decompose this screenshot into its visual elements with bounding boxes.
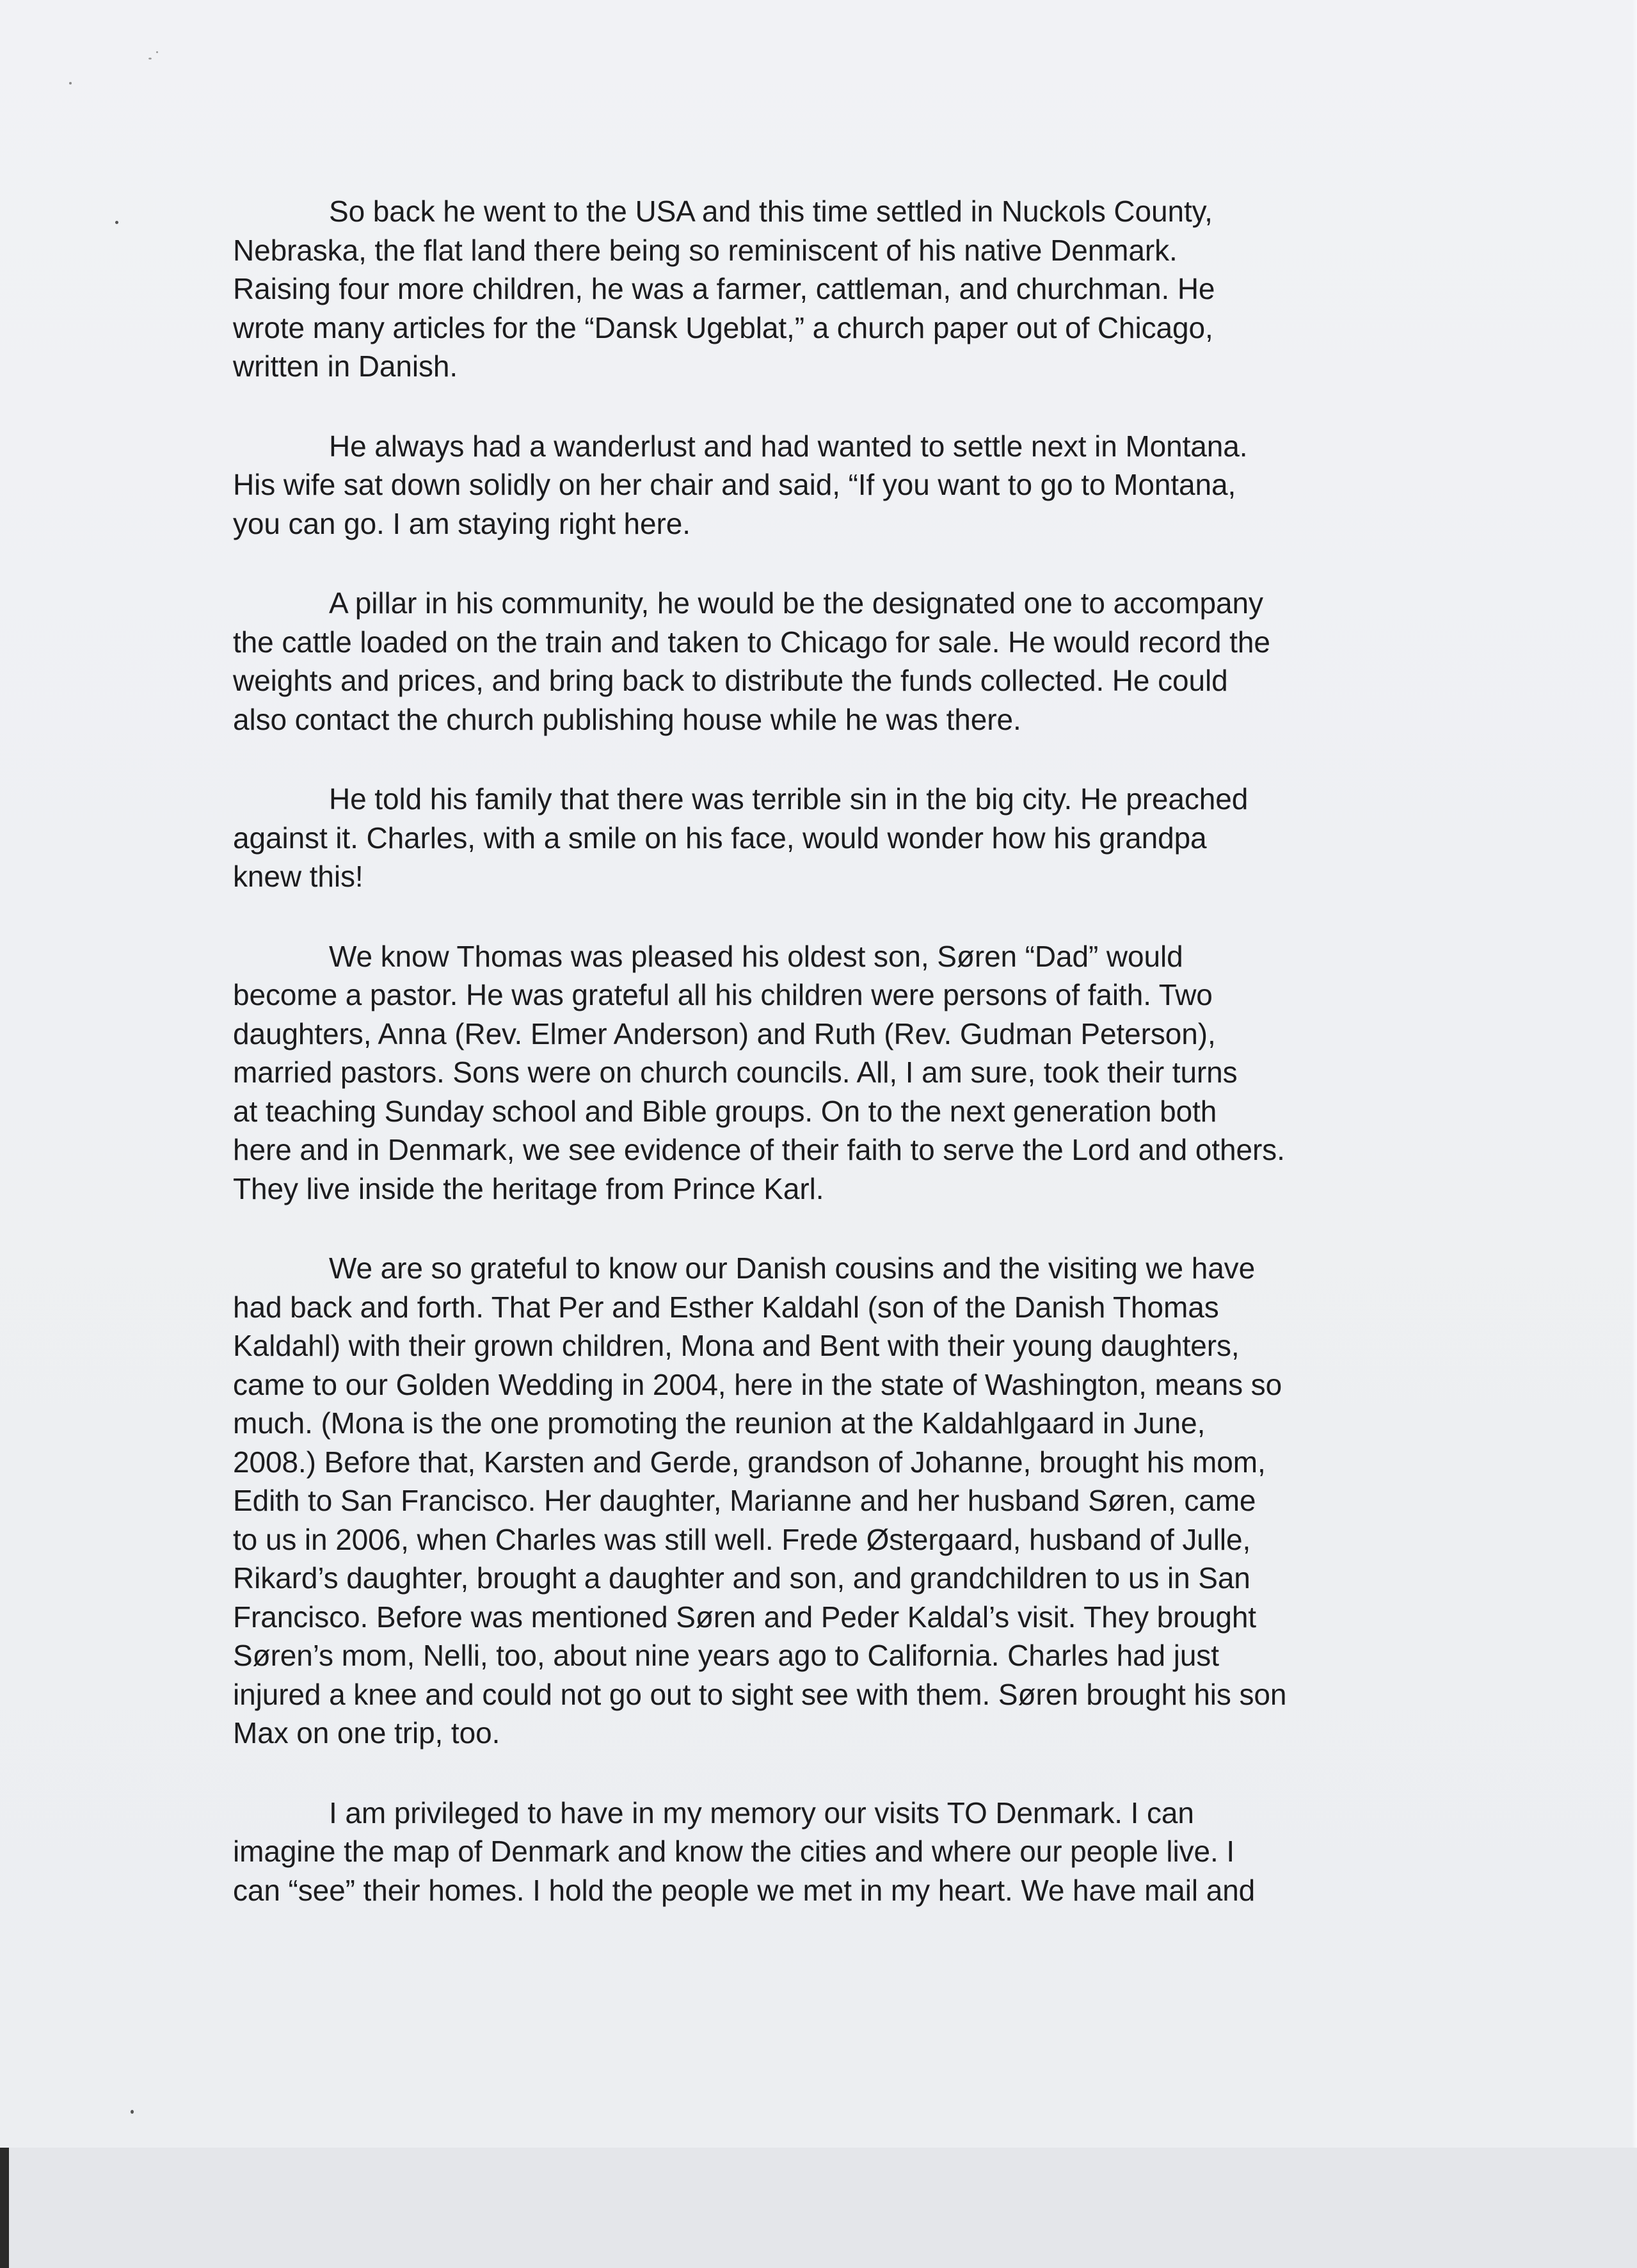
scanner-bed-edge xyxy=(0,2148,9,2268)
scan-speck xyxy=(131,2110,134,2114)
scan-speck xyxy=(148,58,152,60)
scan-edge xyxy=(1632,0,1637,2148)
paragraph-text: I am privileged to have in my memory our visits TO Denmark. I can imagine the map of Denmark and know the cities and where our people live. I can “see” their homes. I hold the people we met in my heart. We have mail and xyxy=(233,1796,1256,1907)
paragraph xyxy=(233,1249,1436,1753)
paragraph xyxy=(233,584,1436,739)
paragraph xyxy=(233,192,1436,386)
scanner-bed-strip xyxy=(0,2148,1637,2268)
paragraph-text: He always had a wanderlust and had wanted to settle next in Montana. His wife sat down solidly on her chair and said, “If you want to go to Montana, you can go. I am staying right here. xyxy=(233,429,1248,540)
scan-speck xyxy=(69,82,72,84)
paragraph-text: We are so grateful to know our Danish cousins and the visiting we have had back and forth. That Per and Esther Kaldahl (son of the Danish Thomas Kaldahl) with their grown children, Mona and Bent with their young daughters, came to our Golden Wedding in 2004, here in the state of Washington, means so much. (Mona is the one promoting the reunion at the Kaldahlgaard in June, 2008.) Before that, Karsten and Gerde, grandson of Johanne, brought his mom, Edith to San Francisco. Her daughter, Marianne and her husband Søren, came to us in 2006, when Charles was still well. Frede Østergaard, husband of Julle, Rikard’s daughter, brought a daughter and son, and grandchildren to us in San Francisco. Before was mentioned Søren and Peder Kaldal’s visit. They brought Søren’s mom, Nelli, too, about nine years ago to California. Charles had just injured a knee and could not go out to sight see with them. Søren brought his son Max on one trip, too. xyxy=(233,1251,1287,1749)
paragraph-text: We know Thomas was pleased his oldest son, Søren “Dad” would become a pastor. He was grateful all his children were persons of faith. Two daughters, Anna (Rev. Elmer Anderson) and Ruth (Rev. Gudman Peterson), married pastors. Sons were on church councils. All, I am sure, took their turns at teaching Sunday school and Bible groups. On to the next generation both here and in Denmark, we see evidence of their faith to serve the Lord and others. They live inside the heritage from Prince Karl. xyxy=(233,939,1285,1205)
paragraph xyxy=(233,937,1436,1209)
paragraph-text: He told his family that there was terrible sin in the big city. He preached against it. Charles, with a smile on his face, would wonder how his grandpa knew this! xyxy=(233,782,1249,893)
paragraph xyxy=(233,427,1436,543)
paragraph xyxy=(233,780,1436,896)
paragraph-text: A pillar in his community, he would be the designated one to accompany the cattle loaded on the train and taken to Chicago for sale. He would record the weights and prices, and bring back to distribute the funds collected. He could also contact the church publishing house while he was there. xyxy=(233,586,1270,736)
paragraph xyxy=(233,1794,1436,1910)
scan-speck xyxy=(115,221,118,224)
scan-speck xyxy=(156,51,158,53)
paragraph-text: So back he went to the USA and this time settled in Nuckols County, Nebraska, the flat land there being so reminiscent of his native Denmark. Raising four more children, he was a farmer, cattleman, and churchman. He wrote many articles for the “Dansk Ugeblat,” a church paper out of Chicago, written in Danish. xyxy=(233,195,1215,383)
document-body xyxy=(233,192,1436,1950)
